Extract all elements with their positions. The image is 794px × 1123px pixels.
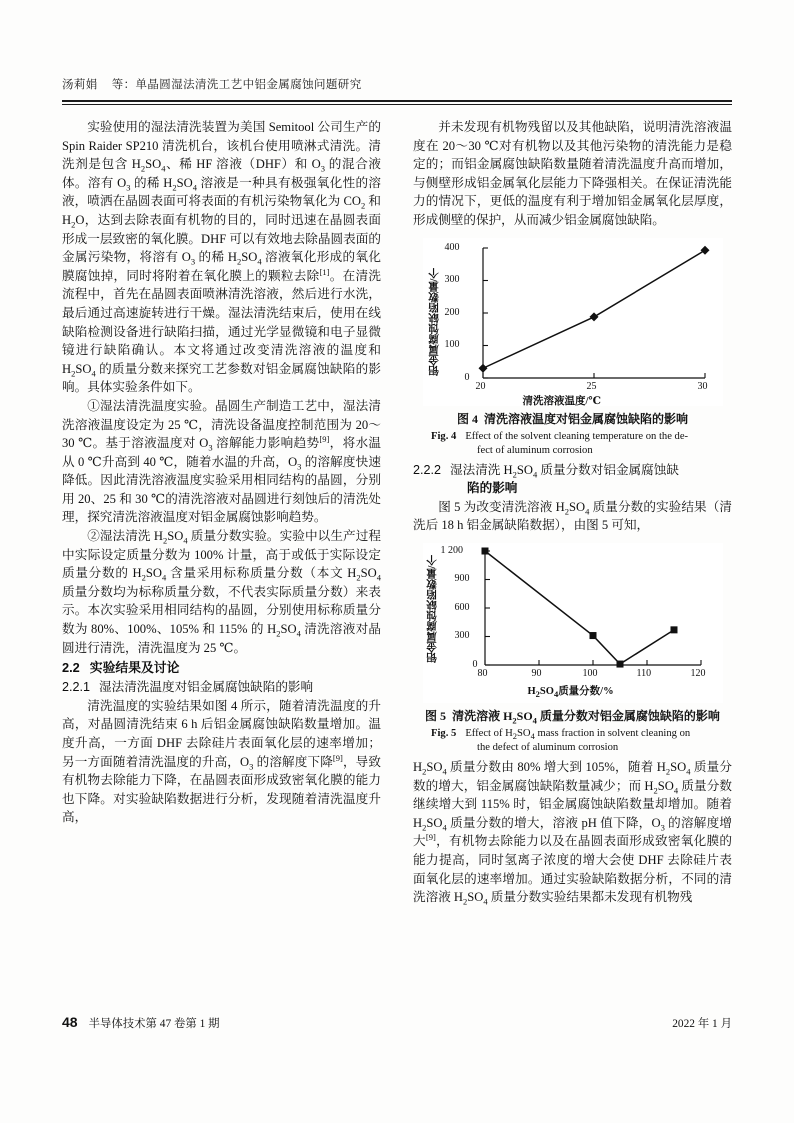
fig4-ytick-200: 200 bbox=[444, 306, 460, 318]
figure-4-caption-cn bbox=[413, 411, 732, 428]
heading-number: 2.2.2 bbox=[413, 462, 442, 477]
fig4-ytick-100: 100 bbox=[444, 339, 460, 351]
fig4-xtick-30: 30 bbox=[697, 380, 708, 392]
fig4-ytick-0: 0 bbox=[464, 371, 470, 383]
footer-date: 2022 年 1 月 bbox=[672, 1018, 732, 1030]
paragraph: 图 5 为改变清洗溶液 $H_2SO_4$ 质量分数的实验结果（清洗后 18 h 铝金属缺陷数据），由图 5 可知， bbox=[413, 499, 733, 533]
figure-4-plot bbox=[423, 238, 723, 406]
footer-page-number: 48 bbox=[62, 1014, 78, 1030]
figure-4-caption-en bbox=[413, 430, 732, 459]
fig5-xtick-90: 90 bbox=[531, 667, 542, 679]
running-head-author: 汤莉娟 bbox=[62, 79, 98, 91]
paragraph: $H_2SO_4$ 质量分数由 80% 增大到 105%，随着 $H_2SO_4$ 质量分数的增大，铝金属腐蚀缺陷数量减少；而 $H_2SO_4$ 质量分数继续增大到 115% 时，铝金属腐蚀缺陷数量却增加。随着 $H_2SO_4$ 质量分数的增大，溶液 pH 值下降，$O_3$ 的溶解度增大[9]，有机物去除能力以及在晶圆表面形成致密氧化膜的能力提高，同时氢离子浓度的增大会使 DHF 去除硅片表面氧化层的速率增加。通过实验缺陷数据分析，不同的清洗溶液 $H_2SO_4$ 质量分数实验结果都未发现有机物残 bbox=[413, 759, 733, 907]
fig5-ytick-300: 300 bbox=[454, 630, 470, 642]
figure-5-plot bbox=[423, 543, 723, 703]
fig4-xtick-20: 20 bbox=[475, 380, 486, 392]
fig5-xtick-100: 100 bbox=[582, 667, 598, 679]
fig5-y-axis-label: 铝金属腐蚀缺陷数量/个 bbox=[426, 555, 438, 663]
figure-5-caption-cn-text: 清洗溶液 $H_2SO_4$ 质量分数对铝金属腐蚀缺陷的影响 bbox=[452, 708, 720, 726]
paragraph: ①湿法清洗温度实验。晶圆生产制造工艺中，湿法清洗溶液温度设定为 25 ℃，清洗设备温度控制范围为 20～30 ℃。基于溶液温度对 $O_3$ 溶解能力影响趋势[9]，将水温从 0 ℃升高到 40 ℃，随着水温的升高，$O_3$ 的溶解度快速降低。因此清洗溶液温度实验采用相同结构的晶圆，分别用 20、25 和 30 ℃的清洗溶液对晶圆进行刻蚀后的清洗处理，探究清洗溶液温度对铝金属腐蚀影响趋势。 bbox=[62, 398, 382, 525]
paragraph: 实验使用的湿法清洗装置为美国 Semitool 公司生产的 Spin Raider SP210 清洗机台，该机台使用喷淋式清洗。清洗剂是包含 $H_2SO_4$、稀 HF 溶液（DHF）和 $O_3$ 的混合液体。溶有 $O_3$ 的稀 $H_2SO_4$ 溶液是一种具有极强氧化性的溶液，喷洒在晶圆表面可将表面的有机污染物氧化为 $CO_2$ 和 $H_2O$，达到去除表面有机物的目的，同时迅速在晶圆表面形成一层致密的氧化膜。DHF 可以有效地去除晶圆表面的金属污染物，将溶有 $O_3$ 的稀 $H_2SO_4$ 溶液氧化形成的氧化膜腐蚀掉，同时将附着在氧化膜上的颗粒去除[1]。在清洗流程中，首先在晶圆表面喷淋清洗溶液，然后进行水洗，最后通过高速旋转进行干燥。湿法清洗结束后，使用在线缺陷检测设备进行缺陷扫描，通过光学显微镜和电子显微镜进行缺陷确认。本文将通过改变清洗溶液的温度和 $H_2SO_4$ 的质量分数来探究工艺参数对铝金属腐蚀缺陷的影响。具体实验条件如下。 bbox=[62, 120, 382, 395]
figure-5-caption-en bbox=[413, 727, 732, 756]
heading-2-2 bbox=[62, 658, 381, 677]
running-head bbox=[62, 76, 732, 92]
fig5-xtick-80: 80 bbox=[477, 667, 488, 679]
paragraph: 清洗温度的实验结果如图 4 所示，随着清洗温度的升高，对晶圆清洗结束 6 h 后铝金属腐蚀缺陷数量增加。温度升高，一方面 DHF 去除硅片表面氧化层的速率增加；另一方面随着清洗温度的升高，$O_3$ 的溶解度下降[9]，导致有机物去除能力下降，在晶圆表面形成致密氧化膜的能力也下降。对实验缺陷数据进行分析，发现随着清洗温度升高， bbox=[62, 698, 381, 825]
heading-text: 湿法清洗温度对铝金属腐蚀缺陷的影响 bbox=[99, 680, 314, 695]
fig4-y-axis-label: 铝金属腐蚀缺陷数量/个 bbox=[428, 267, 440, 376]
paragraph: 并未发现有机物残留以及其他缺陷，说明清洗溶液温度在 20～30 ℃对有机物以及其他污染物的清洗能力是稳定的；而铝金属腐蚀缺陷数量随着清洗温度升高而增加，与侧壁形成铝金属氧化层能力下降强相关。在保证清洗能力的情况下，更低的温度有利于增加铝金属氧化层厚度，形成侧壁的保护，从而减少铝金属腐蚀缺陷。 bbox=[413, 120, 732, 227]
figure-4-caption-en-text2: fect of aluminum corrosion bbox=[477, 445, 593, 457]
heading-text: 实验结果及讨论 bbox=[89, 660, 180, 676]
figure-4-label-cn: 图 4 bbox=[456, 411, 478, 426]
two-column-body bbox=[62, 118, 732, 1008]
figure-5-label-en: Fig. 5 bbox=[431, 727, 457, 739]
heading-number: 2.2.1 bbox=[62, 680, 91, 695]
fig5-ytick-900: 900 bbox=[454, 573, 470, 585]
fig4-xtick-25: 25 bbox=[586, 380, 597, 392]
fig4-ytick-400: 400 bbox=[444, 241, 460, 253]
fig4-x-axis-label: 清洗溶液温度/℃ bbox=[522, 395, 601, 407]
page-footer bbox=[62, 1014, 732, 1031]
fig5-ytick-0: 0 bbox=[472, 658, 478, 670]
fig5-xtick-110: 110 bbox=[636, 667, 652, 679]
fig4-ytick-300: 300 bbox=[444, 274, 460, 286]
heading-2-2-1 bbox=[62, 678, 381, 697]
footer-journal: 半导体技术第 47 卷第 1 期 bbox=[88, 1018, 220, 1030]
figure-5-caption-en-text: Effect of $H_2SO_4$ mass fraction in solvent cleaning on bbox=[465, 727, 691, 742]
figure-4-caption-en-text: Effect of the solvent cleaning temperature on the de- bbox=[465, 430, 689, 442]
figure-5-caption-en-text2: the defect of aluminum corrosion bbox=[477, 742, 619, 754]
heading-text-cont: 陷的影响 bbox=[467, 481, 518, 496]
running-head-title: 等：单晶圆湿法清洗工艺中铝金属腐蚀问题研究 bbox=[111, 79, 362, 91]
fig5-x-axis-label: $H_2SO_4$质量分数/% bbox=[527, 685, 614, 700]
figure-4-label-en: Fig. 4 bbox=[431, 430, 457, 442]
figure-5-label-cn: 图 5 bbox=[425, 708, 447, 723]
header-rule bbox=[62, 100, 732, 105]
left-column bbox=[62, 118, 381, 1008]
heading-2-2-2 bbox=[413, 461, 732, 498]
heading-text: 湿法清洗 $H_2SO_4$ 质量分数对铝金属腐蚀缺 bbox=[450, 462, 679, 480]
figure-4 bbox=[413, 238, 732, 459]
right-column bbox=[413, 118, 732, 1008]
figure-5 bbox=[413, 543, 732, 756]
figure-5-svg bbox=[423, 543, 723, 703]
fig5-xtick-120: 120 bbox=[690, 667, 706, 679]
heading-number: 2.2 bbox=[62, 660, 80, 676]
fig5-ytick-1200: 1 200 bbox=[440, 544, 463, 556]
fig5-ytick-600: 600 bbox=[454, 601, 470, 613]
figure-5-caption-cn bbox=[413, 708, 732, 725]
figure-4-caption-cn-text: 清洗溶液温度对铝金属腐蚀缺陷的影响 bbox=[484, 411, 689, 426]
paragraph: ②湿法清洗 $H_2SO_4$ 质量分数实验。实验中以生产过程中实际设定质量分数为 100% 计量，高于或低于实际设定质量分数的 $H_2SO_4$ 含量采用标称质量分数（本文 $H_2SO_4$ 质量分数均为标称质量分数，不代表实际质量分数）来表示。本次实验采用相同结构的晶圆，分别使用标称质量分数为 80%、100%、105% 和 115% 的 $H_2SO_4$ 清洗溶液对晶圆进行清洗，清洗温度为 25 ℃。 bbox=[62, 529, 381, 655]
